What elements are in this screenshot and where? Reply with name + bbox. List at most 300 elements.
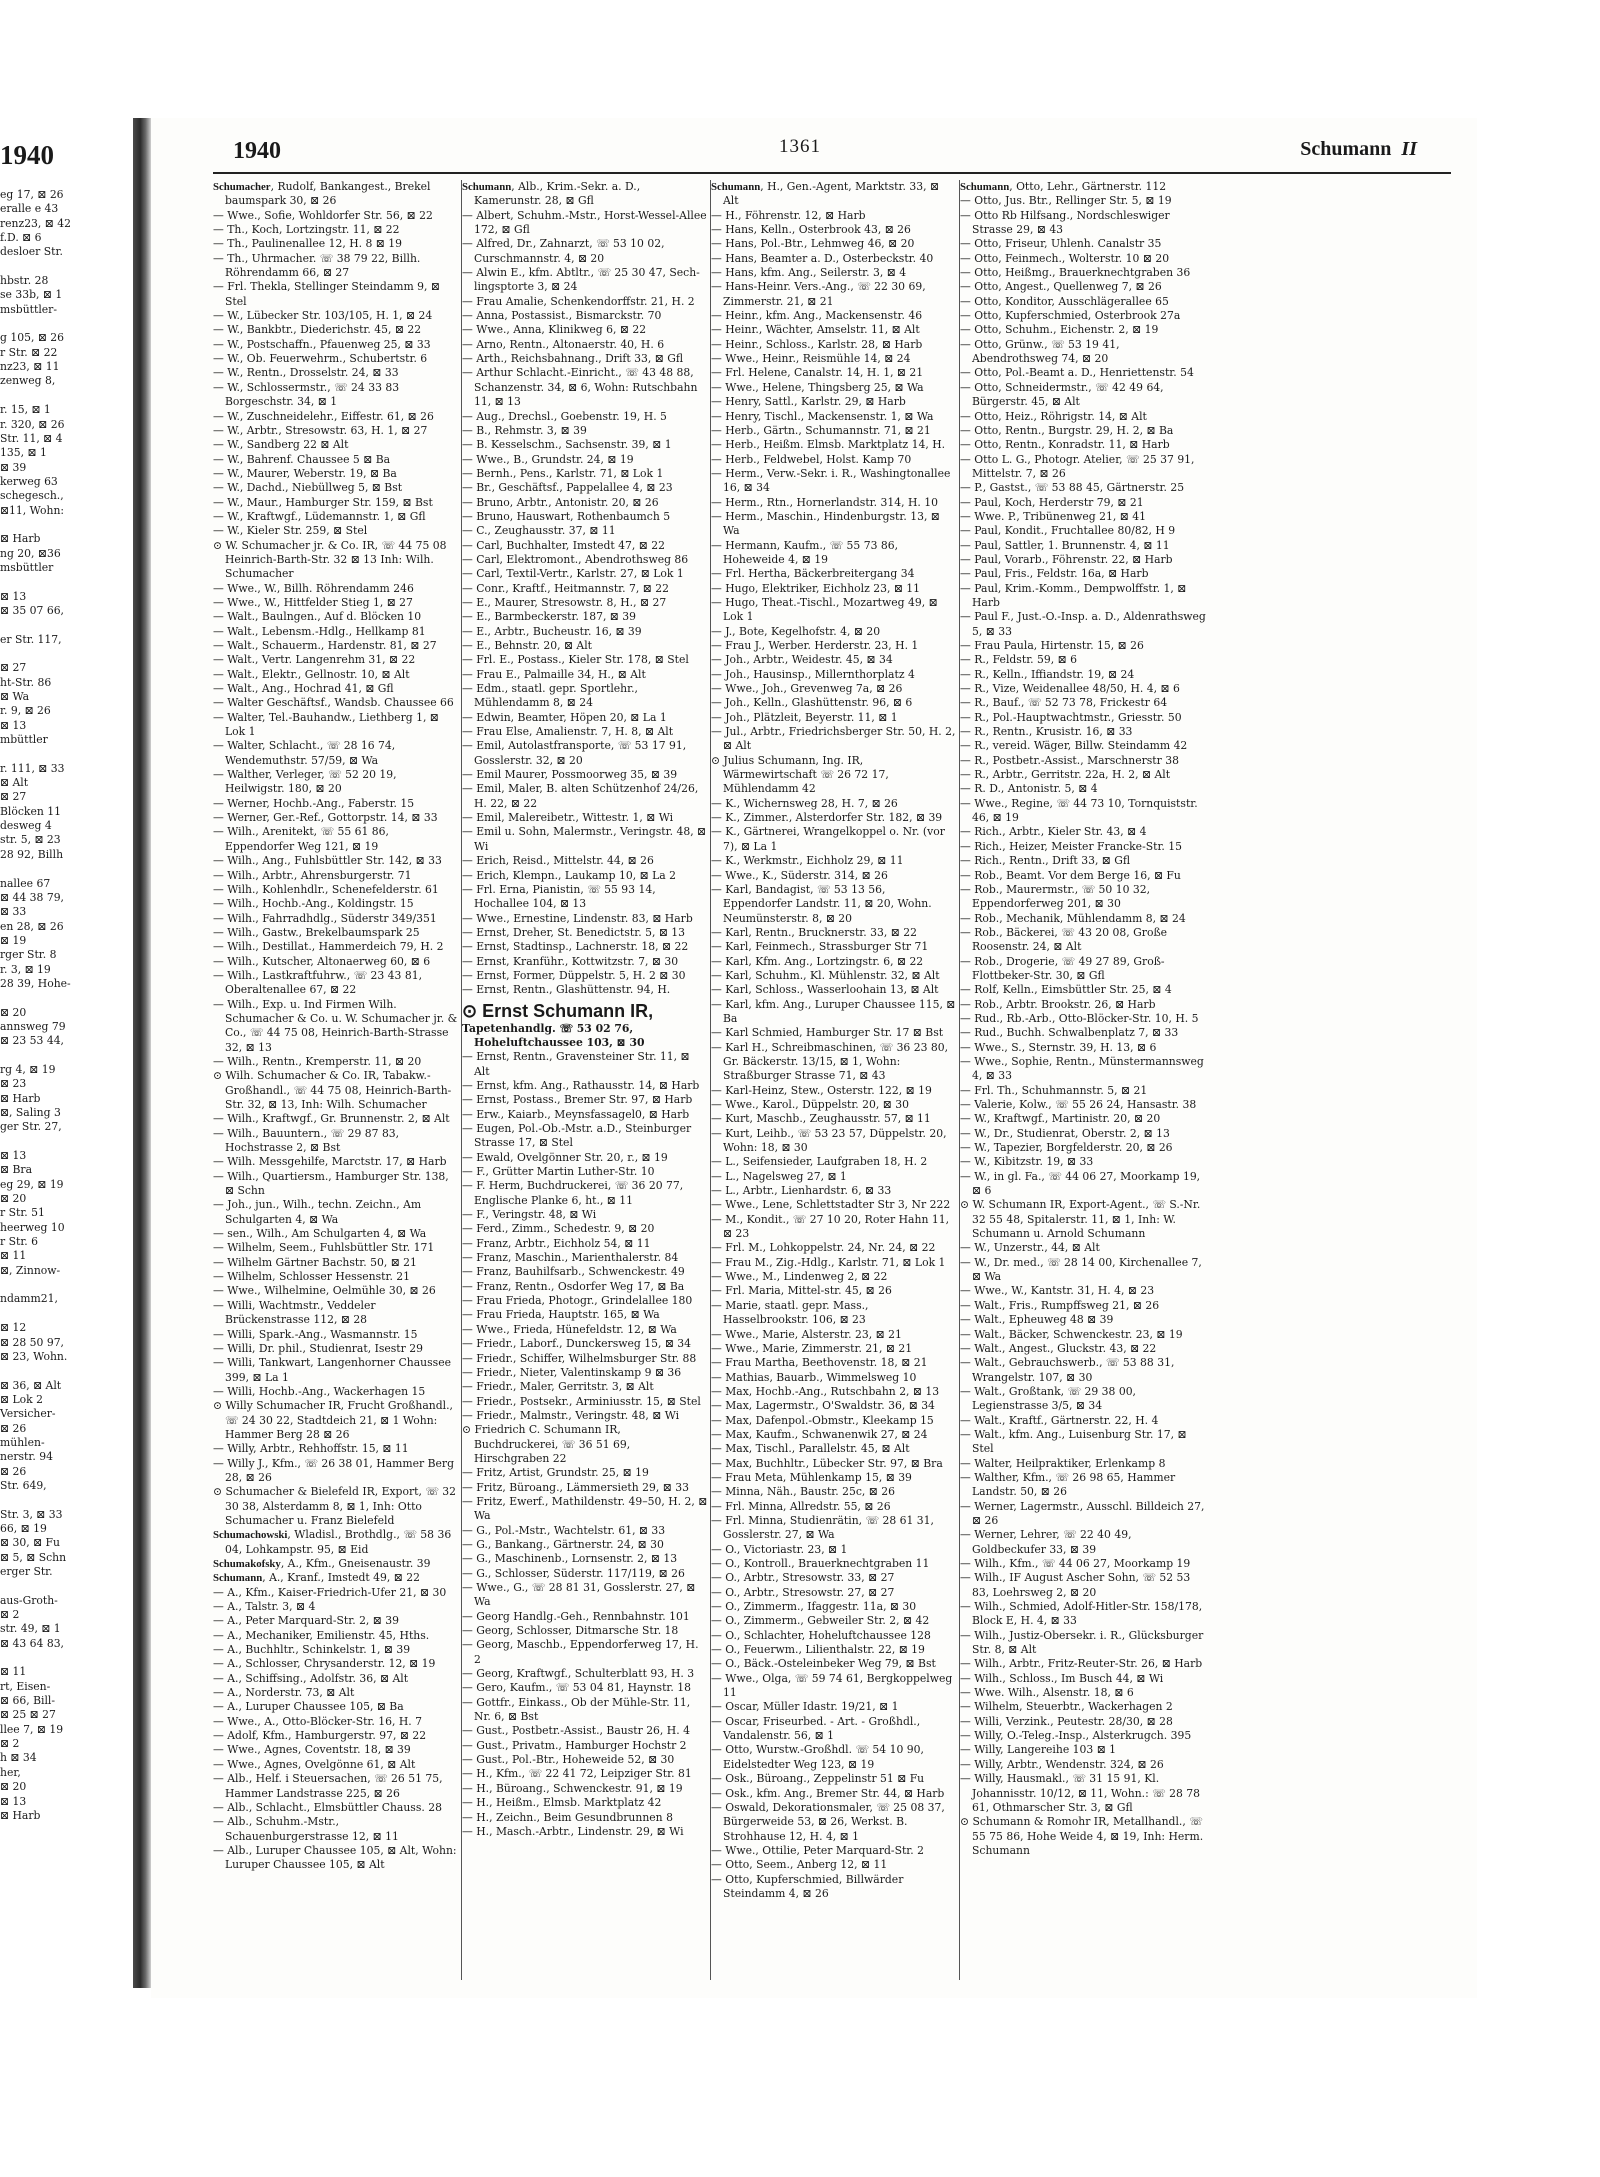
facing-page-line: ⊠ 11: [0, 1249, 27, 1263]
directory-entry: — Emil, Malereibetr., Wittestr. 1, ⊠ Wi: [462, 811, 674, 825]
directory-entry: — G., Bankang., Gärtnerstr. 24, ⊠ 30: [462, 1537, 664, 1551]
directory-entry: — H., Föhrenstr. 12, ⊠ Harb: [711, 208, 866, 222]
directory-entry: — Ernst, Kranführ., Kottwitzstr. 7, ⊠ 30: [462, 954, 679, 968]
directory-entry-head: [711, 180, 957, 209]
directory-entry: — Wwe., K., Süderstr. 314, ⊠ 26: [711, 868, 888, 882]
directory-entry: — Frl. Erna, Pianistin, ☏ 55 93 14, Hochallee 104, ⊠ 13: [462, 882, 656, 911]
directory-entry: — Willy, Arbtr., Wendenstr. 324, ⊠ 26: [960, 1757, 1164, 1771]
directory-entry: — Ernst, Rentn., Glashüttenstr. 94, H.: [462, 983, 671, 997]
directory-entry: — Max, Tischl., Parallelstr. 45, ⊠ Alt: [711, 1442, 910, 1456]
directory-entry: — Joh., Kelln., Glashüttenstr. 96, ⊠ 6: [711, 696, 913, 710]
facing-page-line: ⊠ 39: [0, 460, 27, 474]
entry-details: , H., Gen.-Agent, Marktstr. 33, ⊠ Alt: [723, 180, 939, 208]
facing-page-line: [0, 389, 132, 403]
directory-entry: — Alwin E., kfm. Abtltr., ☏ 25 30 47, Sech-lingsptorte 3, ⊠ 24: [462, 266, 700, 294]
surname: Schumann: [960, 181, 1010, 193]
facing-page-line: ⊠ 66, Bill-: [0, 1694, 56, 1708]
directory-entry: — H., Büroang., Schwenckestr. 91, ⊠ 19: [462, 1781, 683, 1795]
facing-page-line: [0, 260, 132, 274]
directory-entry: — W., Kieler Str. 259, ⊠ Stel: [213, 524, 368, 538]
directory-entry: — Frl. Th., Schuhmannstr. 5, ⊠ 21: [960, 1083, 1148, 1097]
directory-entry: — Wwe., A., Otto-Blöcker-Str. 16, H. 7: [213, 1714, 423, 1728]
facing-page-line: 66, ⊠ 19: [0, 1521, 47, 1535]
directory-entry: — W., Zuschneidelehr., Eiffestr. 61, ⊠ 26: [213, 409, 434, 423]
directory-entry: — W., Bahrenf. Chaussee 5 ⊠ Ba: [213, 452, 391, 466]
directory-entry: — Otto, Seem., Anberg 12, ⊠ 11: [711, 1858, 888, 1872]
directory-entry: — Karl H., Schreibmaschinen, ☏ 36 23 80, Gr. Bäckerstr. 13/15, ⊠ 1, Wohn: Straßburger Strasse 71, ⊠ 43: [711, 1040, 949, 1083]
facing-page-line: ⊠ Harb: [0, 1091, 41, 1105]
directory-entry: — Walther, Verleger, ☏ 52 20 19, Heilwigstr. 180, ⊠ 20: [213, 768, 397, 796]
directory-entry: — Jul., Arbtr., Friedrichsberger Str. 50, H. 2, ⊠ Alt: [711, 725, 956, 753]
directory-entry: — A., Talstr. 3, ⊠ 4: [213, 1600, 316, 1614]
directory-entry: — Wwe., Joh., Grevenweg 7a, ⊠ 26: [711, 682, 903, 696]
directory-entry: — A., Mechaniker, Emilienstr. 45, Hths.: [213, 1628, 430, 1642]
directory-entry: — Wilh., Quartiersm., Hamburger Str. 138, ⊠ Schn: [213, 1169, 449, 1198]
directory-entry: — Willi, Spark.-Ang., Wasmannstr. 15: [213, 1327, 418, 1341]
directory-entry: — Frl. M., Lohkoppelstr. 24, Nr. 24, ⊠ 22: [711, 1241, 936, 1255]
directory-entry: — Marie, staatl. gepr. Mass., Hasselbrookstr. 106, ⊠ 23: [711, 1298, 869, 1327]
directory-entry: — Joh., Arbtr., Weidestr. 45, ⊠ 34: [711, 653, 893, 667]
directory-entry: — R., Arbtr., Gerritstr. 22a, H. 2, ⊠ Alt: [960, 768, 1171, 782]
directory-entry: — K., Wichernsweg 28, H. 7, ⊠ 26: [711, 796, 898, 810]
directory-entry: — O., Zimmerm., Gebweiler Str. 2, ⊠ 42: [711, 1614, 930, 1628]
directory-entry: — Hans, kfm. Ang., Seilerstr. 3, ⊠ 4: [711, 266, 907, 280]
facing-page-line: [0, 1278, 132, 1292]
facing-page-line: ⊠ Lok 2: [0, 1392, 43, 1406]
directory-entry: — Frl. E., Postass., Kieler Str. 178, ⊠ Stel: [462, 653, 689, 667]
directory-entry: — Willi, Wachtmstr., Veddeler Brückenstrasse 112, ⊠ 28: [213, 1298, 376, 1327]
directory-entry: — Hans, Kelln., Osterbrook 43, ⊠ 26: [711, 223, 911, 237]
directory-entry: — R., Pol.-Hauptwachtmstr., Griesstr. 50: [960, 710, 1182, 724]
directory-entry: — Walt., Elektr., Gellnostr. 10, ⊠ Alt: [213, 667, 410, 681]
facing-page-line: ⊠ 20: [0, 1192, 27, 1206]
directory-entry: — O., Arbtr., Stresowstr. 27, ⊠ 27: [711, 1585, 895, 1599]
facing-page-line: ⊠ Harb: [0, 532, 41, 546]
directory-entry: — Oscar, Friseurbed. - Art. - Großhdl., Vandalenstr. 56, ⊠ 1: [711, 1714, 921, 1743]
directory-entry: — Wwe., Marie, Zimmerstr. 21, ⊠ 21: [711, 1341, 913, 1355]
directory-entry: — Karl, Bandagist, ☏ 53 13 56, Eppendorfer Landstr. 11, ⊠ 20, Wohn. Neumünsterstr. 8, ⊠ 20: [711, 882, 932, 925]
directory-entry: — W., Maur., Hamburger Str. 159, ⊠ Bst: [213, 495, 433, 509]
directory-entry: — Friedr., Laborf., Dunckersweg 15, ⊠ 34: [462, 1337, 692, 1351]
directory-entry: — Werner, Hochb.-Ang., Faberstr. 15: [213, 796, 415, 810]
directory-entry: — Alb., Luruper Chaussee 105, ⊠ Alt, Wohn: Luruper Chaussee 105, ⊠ Alt: [213, 1843, 457, 1872]
directory-entry: — Heinr., kfm. Ang., Mackensenstr. 46: [711, 309, 923, 323]
directory-entry: — Frau J., Werber. Herderstr. 23, H. 1: [711, 639, 919, 652]
directory-entry: — Paul, Vorarb., Föhrenstr. 22, ⊠ Harb: [960, 552, 1173, 566]
directory-entry: — Anna, Postassist., Bismarckstr. 70: [462, 309, 662, 323]
directory-entry: — W., Arbtr., Stresowstr. 63, H. 1, ⊠ 27: [213, 423, 428, 437]
directory-entry: — Arth., Reichsbahnang., Drift 33, ⊠ Gfl: [462, 352, 684, 366]
directory-entry: — Max, Buchhltr., Lübecker Str. 97, ⊠ Bra: [711, 1456, 943, 1470]
directory-entry: — Karl Schmied, Hamburger Str. 17 ⊠ Bst: [711, 1026, 944, 1040]
directory-entry: — R., Bauf., ☏ 52 73 78, Frickestr 64: [960, 696, 1168, 710]
directory-entry: — B., Rehmstr. 3, ⊠ 39: [462, 423, 587, 437]
directory-entry: — Kurt, Leihb., ☏ 53 23 57, Düppelstr. 20, Wohn: 18, ⊠ 30: [711, 1126, 947, 1155]
directory-entry: — Rob., Arbtr. Brookstr. 26, ⊠ Harb: [960, 997, 1156, 1011]
directory-entry: — Otto, Jus. Btr., Rellinger Str. 5, ⊠ 19: [960, 194, 1172, 208]
directory-entry: — W., Kraftwgf., Martinistr. 20, ⊠ 20: [960, 1112, 1161, 1126]
directory-entry: — L., Seifensieder, Laufgraben 18, H. 2: [711, 1155, 928, 1169]
directory-entry-head: [462, 180, 708, 209]
facing-page-line: str. 5, ⊠ 23: [0, 833, 61, 847]
directory-entry: — Kurt, Maschb., Zeughausstr. 57, ⊠ 11: [711, 1112, 931, 1126]
facing-page-line: str. 49, ⊠ 1: [0, 1622, 61, 1636]
directory-entry: ⊙ Friedrich C. Schumann IR, Buchdruckerei, ☏ 36 51 69, Hirschgraben 22: [462, 1423, 631, 1465]
facing-page-line: ⊠ 13: [0, 589, 27, 603]
surname: Schumachowski: [213, 1529, 288, 1542]
entry-details: , Rudolf, Bankangest., Brekel baumspark 30, ⊠ 26: [225, 180, 431, 208]
directory-entry: — L., Nagelsweg 27, ⊠ 1: [711, 1169, 847, 1183]
directory-entry: — Hermann, Kaufm., ☏ 55 73 86, Hoheweide 4, ⊠ 19: [711, 538, 899, 566]
directory-entry: — F., Veringstr. 48, ⊠ Wi: [462, 1208, 597, 1222]
facing-page-line: r Str. ⊠ 22: [0, 345, 58, 359]
book-gutter: [133, 118, 151, 1988]
directory-entry: — A., Buchhltr., Schinkelstr. 1, ⊠ 39: [213, 1643, 411, 1657]
directory-entry: — H., Zeichn., Beim Gesundbrunnen 8: [462, 1810, 673, 1824]
column-4: [959, 180, 1206, 1980]
directory-entry: — Frau Paula, Hirtenstr. 15, ⊠ 26: [960, 639, 1144, 652]
facing-page-line: ⊠ 26: [0, 1421, 27, 1435]
column-1: [213, 180, 459, 1980]
directory-entry: — W., Maurer, Weberstr. 19, ⊠ Ba: [213, 466, 397, 480]
directory-entry: — R., Kelln., Iffiandstr. 19, ⊠ 24: [960, 667, 1135, 681]
directory-entry: — Karl, Kfm. Ang., Lortzingstr. 6, ⊠ 22: [711, 954, 924, 968]
facing-page-line: Blöcken 11: [0, 804, 61, 818]
directory-entry: — Frau Else, Amalienstr. 7, H. 8, ⊠ Alt: [462, 725, 674, 739]
directory-entry: — Wilhelm Gärtner Bachstr. 50, ⊠ 21: [213, 1255, 417, 1269]
facing-page-line: en 28, ⊠ 26: [0, 919, 64, 933]
facing-page-line: ⊠ 23, Wohn.: [0, 1349, 68, 1363]
directory-entry: — Joh., Plätzleit, Beyerstr. 11, ⊠ 1: [711, 710, 898, 724]
directory-entry: — Wwe., Sofie, Wohldorfer Str. 56, ⊠ 22: [213, 208, 433, 222]
facing-page-line: g 105, ⊠ 26: [0, 331, 65, 345]
directory-entry: — Wwe., Wilhelmine, Oelmühle 30, ⊠ 26: [213, 1284, 436, 1298]
directory-entry: — Frl. Minna, Allredstr. 55, ⊠ 26: [711, 1499, 891, 1513]
directory-entry: — Herb., Feldwebel, Holst. Kamp 70: [711, 452, 912, 466]
directory-entry: — Wilh. Messgehilfe, Marctstr. 17, ⊠ Harb: [213, 1155, 447, 1169]
surname: Schumann: [213, 1572, 263, 1585]
directory-entry: — Wilh., Lastkraftfuhrw., ☏ 23 43 81, Oberaltenallee 67, ⊠ 22: [213, 968, 423, 997]
directory-entry: — Th., Uhrmacher. ☏ 38 79 22, Billh. Röhrendamm 66, ⊠ 27: [213, 251, 421, 280]
facing-page-line: mbüttler: [0, 733, 48, 747]
facing-page-line: [0, 575, 132, 589]
directory-page: [151, 118, 1477, 1998]
directory-entry: — Werner, Lehrer, ☏ 22 40 49, Goldbeckufer 33, ⊠ 39: [960, 1528, 1132, 1556]
directory-entry: — Ewald, Ovelgönner Str. 20, r., ⊠ 19: [462, 1150, 668, 1164]
entry-details: , A., Kfm., Gneisenaustr. 39: [280, 1557, 431, 1570]
directory-entry: — Wwe., Helene, Thingsberg 25, ⊠ Wa: [711, 380, 924, 394]
directory-entry: — Bruno, Arbtr., Antonistr. 20, ⊠ 26: [462, 495, 659, 509]
directory-entry: — Wilh., Justiz-Obersekr. i. R., Glücksburger Str. 8, ⊠ Alt: [960, 1628, 1204, 1657]
facing-page-line: eg 17, ⊠ 26: [0, 188, 64, 201]
directory-entry-head: [960, 180, 1206, 194]
directory-entry: — Frl. Helene, Canalstr. 14, H. 1, ⊠ 21: [711, 366, 924, 380]
directory-entry: — Osk., Büroang., Zeppelinstr 51 ⊠ Fu: [711, 1772, 925, 1786]
facing-page-line: ⊠ 13: [0, 1794, 27, 1808]
facing-page-line: er Str. 117,: [0, 632, 62, 646]
directory-entry: — Valerie, Kolw., ☏ 55 26 24, Hansastr. 38: [960, 1098, 1197, 1111]
column-3: [710, 180, 957, 1980]
facing-page-line: ⊠ 23 53 44,: [0, 1034, 64, 1048]
directory-entry: — Wwe., Frieda, Hünefeldstr. 12, ⊠ Wa: [462, 1322, 677, 1336]
facing-page-line: 28 39, Hohe-: [0, 976, 71, 990]
directory-entry: — O., Schlachter, Hoheluftchaussee 128: [711, 1628, 931, 1642]
surname: Schumakofsky: [213, 1558, 281, 1570]
directory-entry: — Willy J., Kfm., ☏ 26 38 01, Hammer Berg 28, ⊠ 26: [213, 1456, 454, 1484]
column-2: [461, 180, 708, 1980]
directory-entry: — Wwe., Karol., Düppelstr. 20, ⊠ 30: [711, 1098, 909, 1111]
directory-entry: — B. Kesselschm., Sachsenstr. 39, ⊠ 1: [462, 438, 672, 452]
directory-entry: — Th., Paulinenallee 12, H. 8 ⊠ 19: [213, 237, 403, 251]
directory-entry: — Gust., Pol.-Btr., Hoheweide 52, ⊠ 30: [462, 1753, 675, 1767]
directory-entry: — Walt., Fris., Rumpffsweg 21, ⊠ 26: [960, 1298, 1160, 1312]
directory-entry: — Gust., Postbetr.-Assist., Baustr 26, H. 4: [462, 1724, 690, 1738]
directory-entry: — Frl. Hertha, Bäckerbreitergang 34: [711, 567, 915, 581]
directory-entry: — Wwe., Ernestine, Lindenstr. 83, ⊠ Harb: [462, 911, 693, 925]
directory-entry: — Rich., Heizer, Meister Francke-Str. 15: [960, 839, 1183, 853]
directory-entry: — Emil, Autolastfransporte, ☏ 53 17 91, Gosslerstr. 32, ⊠ 20: [462, 739, 687, 767]
directory-entry: — R., vereid. Wäger, Billw. Steindamm 42: [960, 739, 1188, 753]
directory-entry: — Wilhelm, Steuerbtr., Wackerhagen 2: [960, 1700, 1173, 1714]
directory-entry: — Otto, Friseur, Uhlenh. Canalstr 35: [960, 237, 1162, 251]
directory-entry: — Erich, Reisd., Mittelstr. 44, ⊠ 26: [462, 854, 654, 868]
directory-entry: — Wilh., Kraftwgf., Gr. Brunnenstr. 2, ⊠ Alt: [213, 1112, 450, 1126]
directory-entry: — J., Bote, Kegelhofstr. 4, ⊠ 20: [711, 624, 881, 638]
facing-page-line: ⊠ 20: [0, 1780, 27, 1794]
directory-entry: — Joh., jun., Wilh., techn. Zeichn., Am Schulgarten 4, ⊠ Wa: [213, 1198, 422, 1226]
directory-entry: — Rob., Maurermstr., ☏ 50 10 32, Eppendorferweg 201, ⊠ 30: [960, 882, 1151, 911]
directory-entry: — Osk., kfm. Ang., Bremer Str. 44, ⊠ Harb: [711, 1786, 945, 1800]
directory-entry: — Willy, Langereihe 103 ⊠ 1: [960, 1743, 1117, 1757]
directory-entry-head: [213, 1528, 459, 1557]
directory-entry: — Otto, Rentn., Konradstr. 11, ⊠ Harb: [960, 438, 1170, 452]
directory-columns: [213, 180, 1451, 1980]
directory-entry: — Walt., Epheuweg 48 ⊠ 39: [960, 1313, 1114, 1327]
directory-entry: — Mathias, Bauarb., Wimmelsweg 10: [711, 1370, 917, 1384]
directory-entry: ⊙ Willy Schumacher IR, Frucht Großhandl., ☏ 24 30 22, Stadtdeich 21, ⊠ 1 Wohn: Hammer Berg 28 ⊠ 26: [213, 1399, 453, 1441]
facing-page-line: ⊠ 26: [0, 1464, 27, 1478]
directory-entry: — Frau Meta, Mühlenkamp 15, ⊠ 39: [711, 1470, 912, 1484]
directory-entry: — Franz, Rentn., Osdorfer Weg 17, ⊠ Ba: [462, 1279, 685, 1293]
directory-entry: — Wilh., Schloss., Im Busch 44, ⊠ Wi: [960, 1671, 1164, 1685]
directory-entry: — W., Unzerstr., 44, ⊠ Alt: [960, 1241, 1100, 1255]
directory-entry: — Emil u. Sohn, Malermstr., Veringstr. 48, ⊠ Wi: [462, 825, 707, 853]
directory-entry: — Wilh., Arenitekt, ☏ 55 61 86, Eppendorfer Weg 121, ⊠ 19: [213, 825, 389, 853]
directory-entry: ⊙ Schumann & Romohr IR, Metallhandl., ☏ 55 75 86, Hohe Weide 4, ⊠ 19, Inh: Herm. Schumann: [960, 1815, 1204, 1857]
directory-entry: — R., Rentn., Krusistr. 16, ⊠ 33: [960, 725, 1133, 739]
directory-entry: — F., Grütter Martin Luther-Str. 10: [462, 1165, 655, 1179]
directory-entry: — Walt., Schauerm., Hardenstr. 81, ⊠ 27: [213, 639, 437, 652]
directory-entry: — Frau M., Zig.-Hdlg., Karlstr. 71, ⊠ Lok 1: [711, 1255, 946, 1269]
facing-page-line: rger Str. 8: [0, 948, 57, 962]
directory-entry: — O., Victoriastr. 23, ⊠ 1: [711, 1542, 848, 1556]
directory-entry: — Otto L. G., Photogr. Atelier, ☏ 25 37 91, Mittelstr. 7, ⊠ 26: [960, 452, 1195, 480]
facing-page-line: renz23, ⊠ 42: [0, 216, 72, 230]
directory-entry: — Rich., Rentn., Drift 33, ⊠ Gfl: [960, 854, 1131, 868]
directory-entry: — G., Maschinenb., Lornsenstr. 2, ⊠ 13: [462, 1552, 678, 1566]
directory-entry: — Franz, Maschin., Marienthalerstr. 84: [462, 1251, 679, 1265]
directory-entry: — Emil, Maler, B. alten Schützenhof 24/26, H. 22, ⊠ 22: [462, 782, 699, 810]
directory-entry: — Ernst, Postass., Bremer Str. 97, ⊠ Harb: [462, 1093, 693, 1107]
directory-entry: — Willy, Arbtr., Rehhoffstr. 15, ⊠ 11: [213, 1442, 409, 1456]
directory-entry: — Hans-Heinr. Vers.-Ang., ☏ 22 30 69, Zimmerstr. 21, ⊠ 21: [711, 280, 926, 308]
directory-entry: — Willy, Hausmakl., ☏ 31 15 91, Kl. Johannisstr. 10/12, ⊠ 11, Wohn.: ☏ 28 78 61, Othmarscher Str. 3, ⊠ Gfl: [960, 1772, 1201, 1814]
facing-page-line: [0, 747, 132, 761]
directory-entry: — Erw., Kaiarb., Meynsfassagel0, ⊠ Harb: [462, 1107, 690, 1121]
facing-page-line: ⊠ 33: [0, 905, 27, 919]
facing-page-line: [0, 1579, 132, 1593]
directory-entry: — Frl. Minna, Studienrätin, ☏ 28 61 31, Gosslerstr. 27, ⊠ Wa: [711, 1513, 934, 1542]
directory-entry: — Wwe., Regine, ☏ 44 73 10, Tornquiststr. 46, ⊠ 19: [960, 796, 1198, 825]
directory-entry: — Otto, Wurstw.-Großhdl. ☏ 54 10 90, Eidelstedter Weg 123, ⊠ 19: [711, 1743, 924, 1771]
entry-details: , Otto, Lehr., Gärtnerstr. 112: [1009, 180, 1167, 193]
directory-entry: — Wilh., Gastw., Brekelbaumspark 25: [213, 925, 420, 939]
directory-entry: — Frau E., Palmaille 34, H., ⊠ Alt: [462, 667, 646, 681]
featured-entry-heading: ⊙ Ernst Schumann IR,: [462, 1000, 654, 1021]
facing-page-line: ⊠ Bra: [0, 1163, 33, 1177]
directory-entry: — Herm., Maschin., Hindenburgstr. 13, ⊠ Wa: [711, 509, 940, 538]
facing-page-line: llee 7, ⊠ 19: [0, 1722, 64, 1736]
facing-page-line: r. 9, ⊠ 26: [0, 704, 51, 718]
directory-entry: — O., Bäck.-Osteleinbeker Weg 79, ⊠ Bst: [711, 1657, 936, 1671]
directory-entry: — Alb., Schuhm.-Mstr., Schauenburgerstrasse 12, ⊠ 11: [213, 1815, 399, 1843]
directory-entry: — R., Vize, Weidenallee 48/50, H. 4, ⊠ 6: [960, 682, 1180, 696]
facing-page-line: Str. 649,: [0, 1478, 47, 1492]
facing-page-line: eralle e 43: [0, 202, 59, 216]
facing-page-line: [0, 1364, 132, 1378]
facing-page-year: 1940: [0, 140, 54, 170]
facing-page-line: aus-Groth-: [0, 1593, 58, 1607]
directory-entry: — Wilh., IF August Ascher Sohn, ☏ 52 53 83, Loehrsweg 2, ⊠ 20: [960, 1571, 1191, 1599]
facing-page-line: nallee 67: [0, 876, 51, 890]
directory-entry: — Walter, Schlacht., ☏ 28 16 74, Wendemuthstr. 57/59, ⊠ Wa: [213, 739, 396, 767]
directory-entry: — O., Feuerwm., Lilienthalstr. 22, ⊠ 19: [711, 1643, 925, 1657]
directory-entry: — Friedr., Maler, Gerritstr. 3, ⊠ Alt: [462, 1380, 654, 1394]
facing-page-line: schegesch.,: [0, 489, 64, 503]
directory-entry: — Wwe., M., Lindenweg 2, ⊠ 22: [711, 1270, 888, 1284]
directory-entry: — Wilh., Bauuntern., ☏ 29 87 83, Hochstrasse 2, ⊠ Bst: [213, 1126, 400, 1155]
directory-entry: — Willi, Dr. phil., Studienrat, Isestr 29: [213, 1341, 423, 1355]
facing-page-line: ⊠ 5, ⊠ Schn: [0, 1550, 67, 1564]
directory-entry: — Walt., Angest., Gluckstr. 43, ⊠ 22: [960, 1341, 1157, 1355]
directory-entry: — Wilh., Kutscher, Altonaerweg 60, ⊠ 6: [213, 954, 431, 968]
directory-entry: — Gero, Kaufm., ☏ 53 04 81, Haynstr. 18: [462, 1681, 691, 1695]
directory-entry: — W., Tapezier, Borgfelderstr. 20, ⊠ 26: [960, 1141, 1173, 1155]
directory-entry: — Wilh., Ang., Fuhlsbüttler Str. 142, ⊠ 33: [213, 854, 442, 868]
directory-entry: — Wwe., W., Hittfelder Stieg 1, ⊠ 27: [213, 595, 413, 609]
directory-entry: — Friedr., Nieter, Valentinskamp 9 ⊠ 36: [462, 1365, 682, 1379]
directory-entry: — Georg, Maschb., Eppendorferweg 17, H. 2: [462, 1638, 699, 1666]
facing-page-line: [0, 518, 132, 532]
directory-entry: — Herb., Heißm. Elmsb. Marktplatz 14, H.: [711, 438, 946, 452]
running-head: [1300, 138, 1417, 161]
directory-entry: — R. D., Antonistr. 5, ⊠ 4: [960, 782, 1098, 796]
facing-page-line: ⊠ 11: [0, 1665, 27, 1679]
directory-entry: — Karl, Rentn., Brucknerstr. 33, ⊠ 22: [711, 925, 917, 939]
directory-entry: — Otto, Kupferschmied, Billwärder Steindamm 4, ⊠ 26: [711, 1872, 904, 1900]
directory-entry: — Wwe., W., Kantstr. 31, H. 4, ⊠ 23: [960, 1284, 1155, 1298]
directory-entry: — W., Sandberg 22 ⊠ Alt: [213, 438, 349, 452]
facing-page-line: Str. 11, ⊠ 4: [0, 431, 63, 445]
directory-entry: — Walther, Kfm., ☏ 26 98 65, Hammer Landstr. 50, ⊠ 26: [960, 1470, 1176, 1499]
directory-entry: — Wwe., Lene, Schlettstadter Str 3, Nr 222: [711, 1198, 951, 1212]
directory-entry: — Henry, Tischl., Mackensenstr. 1, ⊠ Wa: [711, 409, 934, 423]
directory-entry: — Walt., Ang., Hochrad 41, ⊠ Gfl: [213, 682, 394, 696]
directory-entry: — Th., Koch, Lortzingstr. 11, ⊠ 22: [213, 223, 400, 237]
directory-entry: — Franz, Arbtr., Eichholz 54, ⊠ 11: [462, 1236, 651, 1250]
directory-entry: — C., Zeughausstr. 37, ⊠ 11: [462, 524, 616, 538]
directory-entry: — Wwe., B., Grundstr. 24, ⊠ 19: [462, 452, 634, 466]
surname: Schumacher: [213, 181, 271, 193]
directory-entry-head: [213, 1571, 459, 1585]
directory-entry: — Alb., Schlacht., Elmsbüttler Chauss. 28: [213, 1800, 442, 1814]
directory-entry: — W., Schlossermstr., ☏ 24 33 83 Borgeschstr. 34, ⊠ 1: [213, 380, 400, 409]
directory-entry: — O., Zimmerm., Ifaggestr. 11a, ⊠ 30: [711, 1600, 917, 1614]
directory-entry: ⊙ Wilh. Schumacher & Co. IR, Tabakw.-Großhandl., ☏ 44 75 08, Heinrich-Barth-Str. 32, ⊠ 13, Inh: Wilh. Schumacher: [213, 1069, 452, 1111]
directory-entry: — Paul, Fris., Feldstr. 16a, ⊠ Harb: [960, 567, 1149, 581]
directory-entry: — H., Kfm., ☏ 22 41 72, Leipziger Str. 81: [462, 1767, 692, 1781]
directory-entry: — Gust., Privatm., Hamburger Hochstr 2: [462, 1738, 687, 1752]
directory-entry: — L., Arbtr., Lienhardstr. 6, ⊠ 33: [711, 1184, 892, 1198]
facing-page-line: [0, 862, 132, 876]
directory-entry: — Wwe., Agnes, Coventstr. 18, ⊠ 39: [213, 1743, 411, 1757]
facing-page-line: [0, 1135, 132, 1149]
directory-entry: — Albert, Schuhm.-Mstr., Horst-Wessel-Allee 172, ⊠ Gfl: [462, 208, 707, 237]
directory-entry: — Fritz, Ewerf., Mathildenstr. 49–50, H. 2, ⊠ Wa: [462, 1494, 708, 1523]
directory-entry: — Wwe., Anna, Klinikweg 6, ⊠ 22: [462, 323, 647, 337]
directory-entry: — W., Kibitzstr. 19, ⊠ 33: [960, 1155, 1094, 1169]
facing-page-line: heerweg 10: [0, 1220, 65, 1234]
directory-entry: — Heinr., Wächter, Amselstr. 11, ⊠ Alt: [711, 323, 920, 337]
directory-entry: — Karl, Schuhm., Kl. Mühlenstr. 32, ⊠ Alt: [711, 968, 940, 982]
directory-entry: — O., Kontroll., Brauerknechtgraben 11: [711, 1557, 930, 1570]
directory-entry: — Wwe., W., Billh. Röhrendamm 246: [213, 581, 414, 595]
directory-entry: — Walter Geschäftsf., Wandsb. Chaussee 66: [213, 696, 454, 710]
facing-page-fragment: [0, 118, 132, 1988]
directory-entry: — Otto, Angest., Quellenweg 7, ⊠ 26: [960, 280, 1162, 294]
directory-entry: — Frl. Maria, Mittel-str. 45, ⊠ 26: [711, 1284, 892, 1298]
featured-entry-detail: Tapetenhandlg. ☏ 53 02 76, Hoheluftchaussee 103, ⊠ 30: [462, 1021, 645, 1049]
directory-entry: — Wwe. Wilh., Alsenstr. 18, ⊠ 6: [960, 1686, 1134, 1700]
running-head-name: Schumann: [1300, 138, 1392, 160]
facing-page-line: [0, 1493, 132, 1507]
directory-entry: — Carl, Textil-Vertr., Karlstr. 27, ⊠ Lok 1: [462, 567, 684, 581]
directory-entry: — G., Schlosser, Süderstr. 117/119, ⊠ 26: [462, 1566, 685, 1580]
facing-page-line: ⊠ 35 07 66,: [0, 603, 64, 617]
entry-details: , Alb., Krim.-Sekr. a. D., Kamerunstr. 28, ⊠ Gfl: [474, 180, 641, 208]
directory-entry: — Friedr., Malmstr., Veringstr. 48, ⊠ Wi: [462, 1408, 680, 1422]
directory-entry: — Br., Geschäftsf., Pappelallee 4, ⊠ 23: [462, 481, 673, 495]
facing-page-line: 135, ⊠ 1: [0, 446, 47, 460]
directory-entry: ⊙ W. Schumann IR, Export-Agent., ☏ S.-Nr. 32 55 48, Spitalerstr. 11, ⊠ 1, Inh: W. Schumann u. Arnold Schumann: [960, 1198, 1201, 1241]
surname: Schumann: [711, 181, 761, 193]
directory-entry: — Carl, Buchhalter, Imstedt 47, ⊠ 22: [462, 538, 665, 552]
facing-page-line: ⊠ 28 50 97,: [0, 1335, 64, 1349]
directory-entry: — Conr., Kraftf., Heitmannstr. 7, ⊠ 22: [462, 581, 669, 595]
directory-entry: — Ferd., Zimm., Schedestr. 9, ⊠ 20: [462, 1222, 655, 1236]
directory-entry: — W., Ob. Feuerwehrm., Schubertstr. 6: [213, 352, 428, 366]
facing-page-line: [0, 647, 132, 661]
directory-entry: — G., Pol.-Mstr., Wachtelstr. 61, ⊠ 33: [462, 1523, 666, 1537]
directory-entry: — Karl, kfm. Ang., Luruper Chaussee 115, ⊠ Ba: [711, 997, 956, 1025]
facing-page-line: ⊠ Wa: [0, 690, 30, 704]
facing-page-line: ⊠ 12: [0, 1321, 27, 1335]
directory-entry: — A., Luruper Chaussee 105, ⊠ Ba: [213, 1700, 404, 1714]
directory-entry: — Wilh., Rentn., Kremperstr. 11, ⊠ 20: [213, 1054, 422, 1068]
directory-entry: — H., Heißm., Elmsb. Marktplatz 42: [462, 1796, 662, 1810]
directory-entry: — Bernh., Pens., Karlstr. 71, ⊠ Lok 1: [462, 466, 664, 480]
directory-entry: — Willy, O.-Teleg.-Insp., Alsterkrugch. 395: [960, 1729, 1192, 1743]
